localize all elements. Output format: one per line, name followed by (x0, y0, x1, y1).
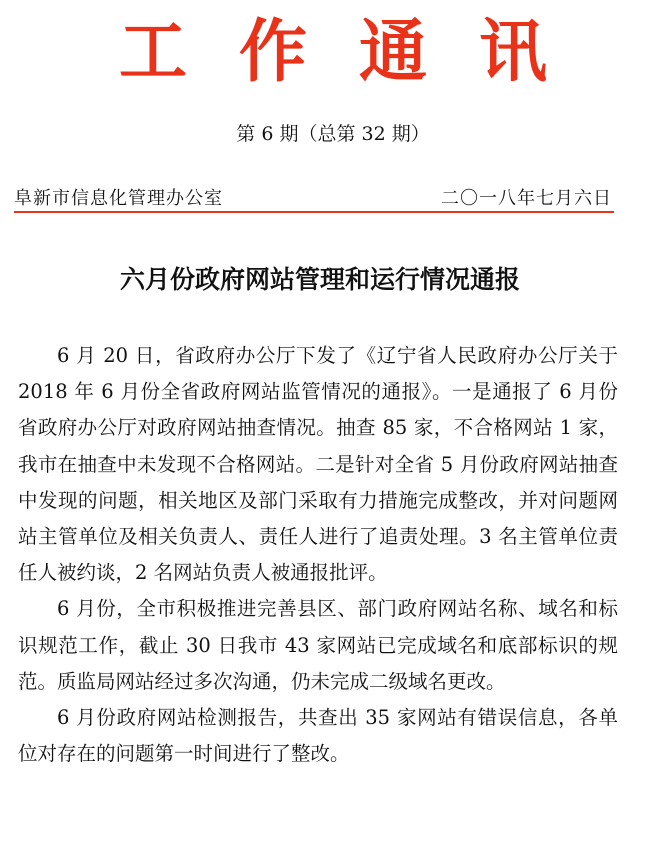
header-line (14, 186, 612, 212)
red-divider (14, 211, 614, 213)
paragraph: 6 月 20 日，省政府办公厅下发了《辽宁省人民政府办公厅关于 2018 年 6 月份全省政府网站监管情况的通报》。一是通报了 6 月份省政府办公厅对政府网站抽查情况。抽查 85 家，不合格网站 1 家，我市在抽查中未发现不合格网站。二是针对全省 5 月份政府网站抽查中发现的问题，相关地区及部门采取有力措施完成整改，并对问题网站主管单位及相关负责人、责任人进行了追责处理。3 名主管单位责任人被约谈，2 名网站负责人被通报批评。 (18, 344, 618, 585)
issue-date: 二〇一八年七月六日 (441, 188, 612, 209)
paragraph: 6 月份，全市积极推进完善县区、部门政府网站名称、域名和标识规范工作，截止 30 日我市 43 家网站已完成域名和底部标识的规范。质监局网站经过多次沟通，仍未完成二级域名更改。 (18, 597, 618, 693)
masthead-title: 工作通讯 (118, 13, 599, 92)
issue-number: 第 6 期（总第 32 期） (236, 123, 430, 145)
paragraph: 6 月份政府网站检测报告，共查出 35 家网站有错误信息，各单位对存在的问题第一时间进行了整改。 (18, 706, 618, 766)
article-body (18, 338, 618, 772)
issuing-office: 阜新市信息化管理办公室 (14, 188, 223, 209)
article-title: 六月份政府网站管理和运行情况通报 (119, 265, 520, 294)
